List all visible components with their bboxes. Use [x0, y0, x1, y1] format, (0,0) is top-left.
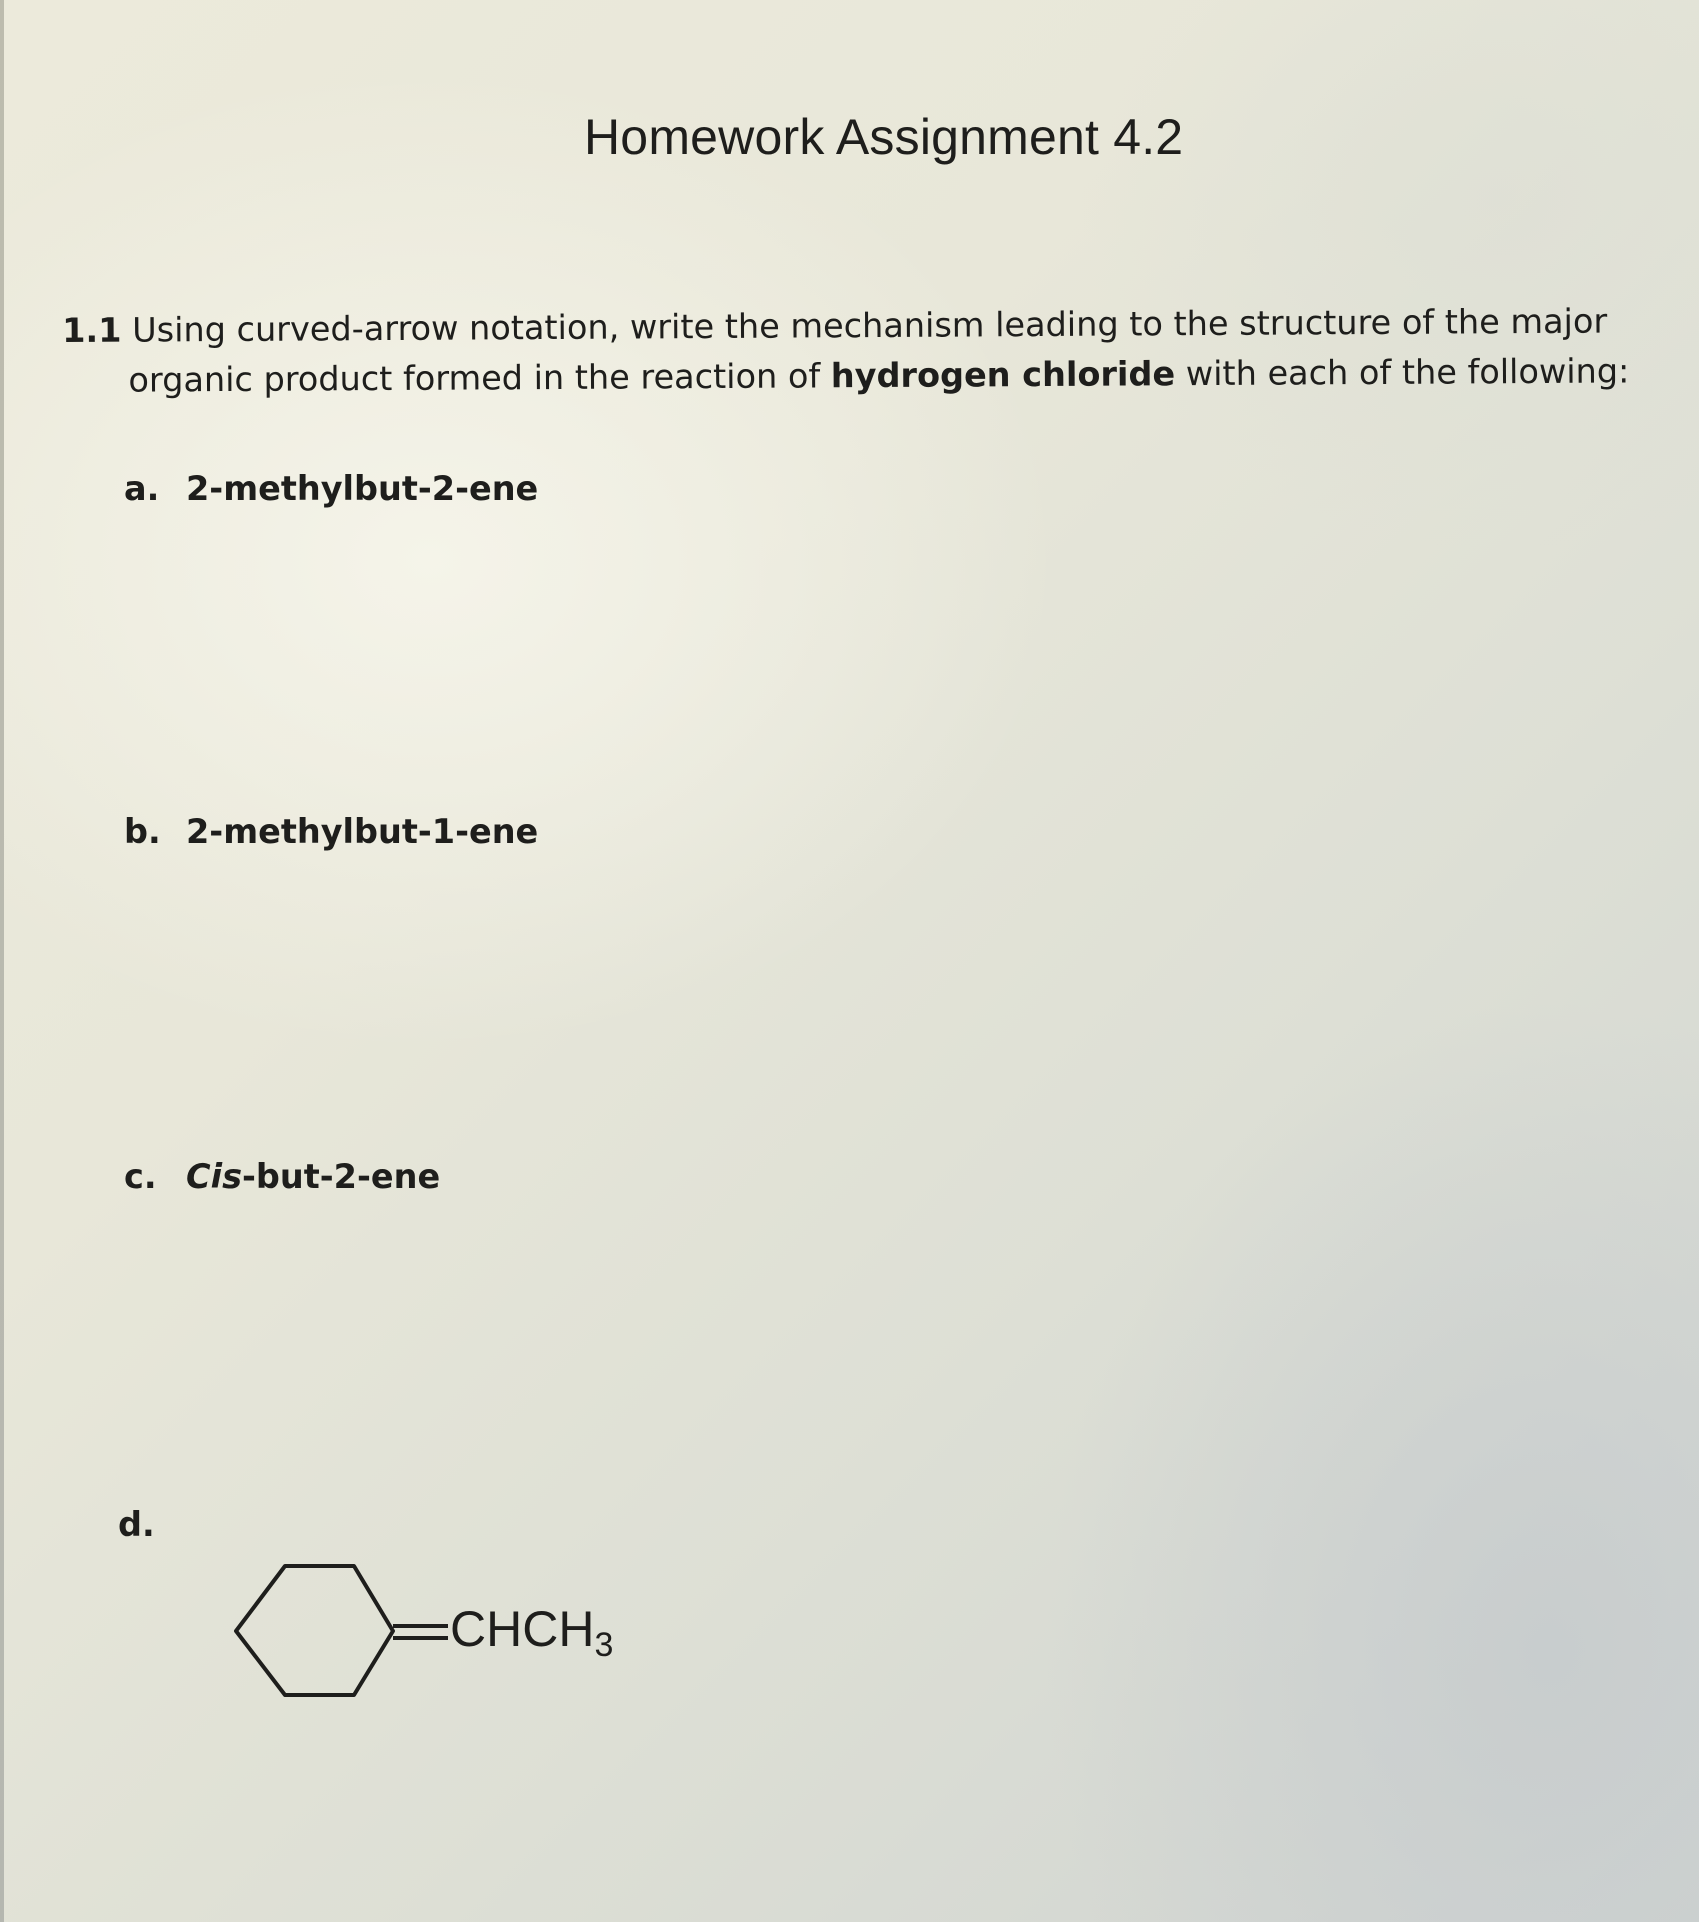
item-d [118, 1505, 180, 1544]
item-letter: c. [124, 1157, 157, 1196]
substituent-subscript: 3 [594, 1626, 614, 1664]
item-b [124, 812, 538, 851]
compound-name: 2-methylbut-1-ene [186, 812, 539, 851]
compound-name: 2-methylbut-2-ene [186, 469, 539, 508]
reagent-name: hydrogen chloride [830, 354, 1176, 396]
question-text-before: organic product formed in the reaction of [128, 356, 831, 400]
question-1-1 [62, 296, 1699, 406]
item-letter: b. [124, 812, 161, 851]
item-a [124, 469, 538, 508]
item-letter: d. [118, 1505, 155, 1544]
item-letter: a. [124, 469, 160, 508]
question-text-after: with each of the following: [1175, 351, 1630, 394]
question-line-2 [62, 346, 1698, 406]
cyclohexane-ring [236, 1566, 393, 1695]
question-number: 1.1 [62, 310, 122, 350]
page-left-edge [0, 0, 4, 1922]
page-title: Homework Assignment 4.2 [584, 109, 1184, 165]
item-c [124, 1157, 440, 1196]
substituent-label [450, 1600, 613, 1665]
compound-name-prefix: Cis [186, 1157, 243, 1196]
substituent-main: CHCH [450, 1601, 595, 1657]
question-text-line1: Using curved-arrow notation, write the mechanism leading to the structure of the major [132, 301, 1608, 350]
compound-name-rest: -but-2-ene [242, 1157, 441, 1196]
